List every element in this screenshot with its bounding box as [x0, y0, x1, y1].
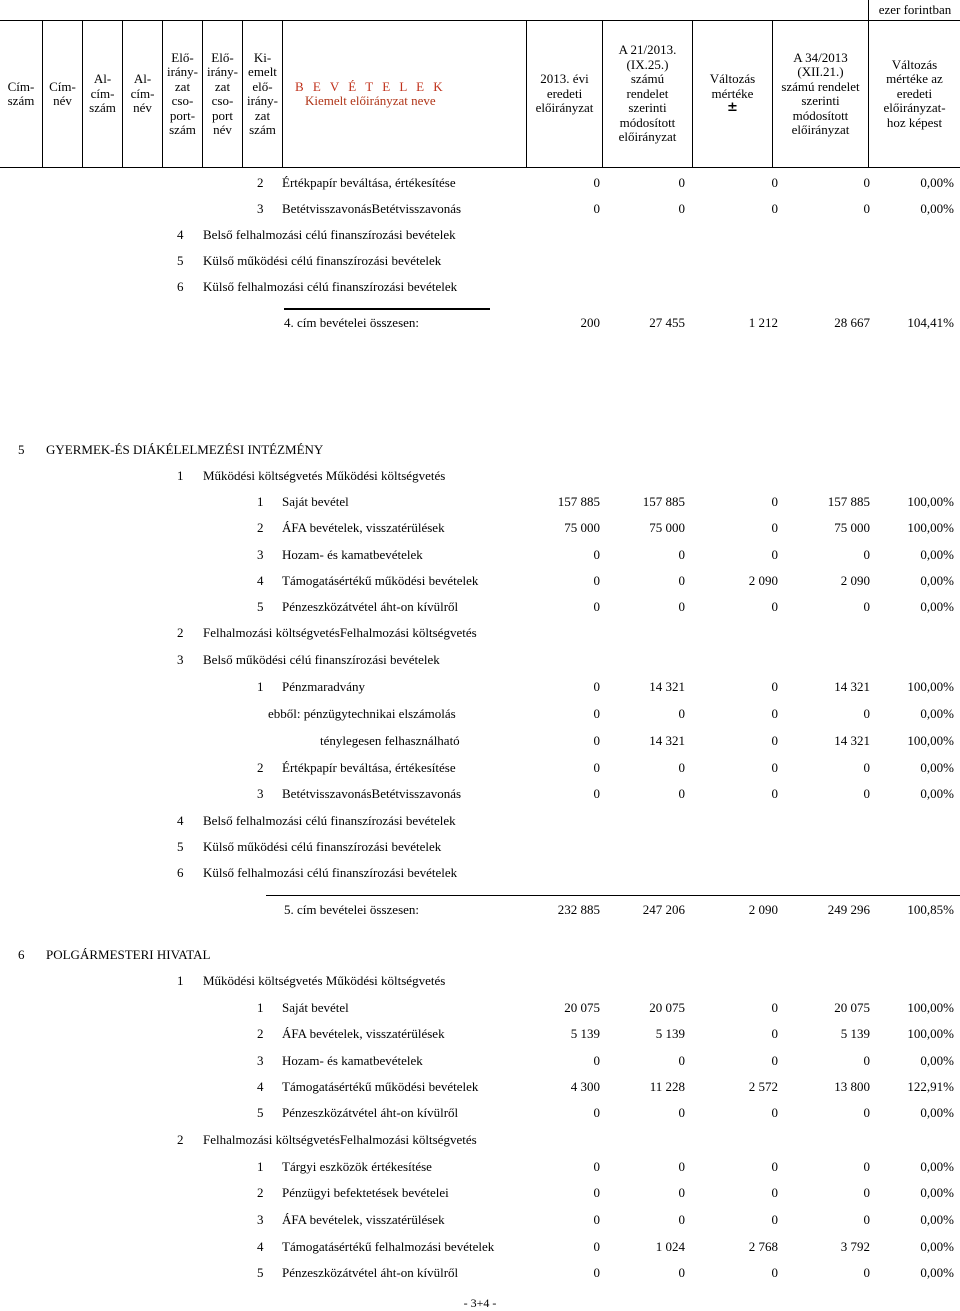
row-label: Felhalmozási költségvetésFelhalmozási költségvetés: [203, 625, 477, 640]
modositott-34-value: 5 139: [840, 1026, 870, 1041]
row-number: 2: [177, 1132, 184, 1147]
eredeti-value: 20 075: [564, 1000, 600, 1015]
valtozas-value: 0: [771, 760, 778, 775]
table-row: [0, 441, 960, 459]
table-row: [0, 1078, 960, 1096]
modositott-34-value: 0: [863, 1053, 870, 1068]
row-number: 5: [257, 1105, 264, 1120]
eredeti-value: 0: [593, 706, 600, 721]
valtozas-value: 2 572: [748, 1079, 778, 1094]
modositott-21-value: 14 321: [649, 679, 685, 694]
row-number: 5: [257, 1265, 264, 1280]
row-label: ÁFA bevételek, visszatérülések: [282, 1026, 445, 1041]
table-row: [0, 1131, 960, 1149]
table-row: [0, 785, 960, 803]
eredeti-value: 0: [593, 1105, 600, 1120]
row-number: 6: [177, 279, 184, 294]
table-row: [0, 572, 960, 590]
row-label: Hozam- és kamatbevételek: [282, 547, 423, 562]
valtozas-value: 0: [771, 1159, 778, 1174]
row-label: Működési költségvetés Működési költségvetés: [203, 973, 446, 988]
unit-label: ezer forintban: [868, 0, 960, 21]
table-row: [0, 901, 960, 919]
row-number: 5: [177, 839, 184, 854]
eredeti-value: 157 885: [557, 494, 600, 509]
valtozas-value: 1 212: [748, 315, 778, 330]
row-label: Működési költségvetés Működési költségvetés: [203, 468, 446, 483]
modositott-34-value: 249 296: [827, 902, 870, 917]
valtozas-szazalek-value: 122,91%: [907, 1079, 954, 1094]
table-row: [0, 1264, 960, 1282]
valtozas-szazalek-value: 100,00%: [907, 520, 954, 535]
modositott-34-value: 0: [863, 1265, 870, 1280]
eredeti-value: 0: [593, 599, 600, 614]
header-kiemelt-szam: Ki- emelt elő- irány- zat szám: [242, 21, 282, 167]
row-number: 3: [257, 1212, 264, 1227]
modositott-34-value: 0: [863, 1185, 870, 1200]
sum-rule: [284, 308, 490, 310]
modositott-21-value: 0: [678, 573, 685, 588]
header-bevetelek: [282, 21, 526, 167]
header-valtozas-szazalek: Változás mértéke az eredeti előirányzat- hoz képest: [868, 21, 960, 167]
row-number: 3: [257, 1053, 264, 1068]
row-label: GYERMEK-ÉS DIÁKÉLELMEZÉSI INTÉZMÉNY: [46, 442, 324, 457]
row-label: ÁFA bevételek, visszatérülések: [282, 520, 445, 535]
row-label: Külső felhalmozási célú finanszírozási bevételek: [203, 279, 458, 294]
modositott-21-value: 0: [678, 1185, 685, 1200]
row-number: 1: [257, 679, 264, 694]
table-row: [0, 493, 960, 511]
row-label: 5. cím bevételei összesen:: [284, 902, 420, 917]
valtozas-value: 0: [771, 1105, 778, 1120]
eredeti-value: 4 300: [570, 1079, 600, 1094]
modositott-21-value: 0: [678, 1265, 685, 1280]
table-header: [0, 20, 960, 168]
header-modositott-34: A 34/2013 (XII.21.) számú rendelet szerinti módosított előirányzat: [772, 21, 868, 167]
valtozas-value: 0: [771, 1265, 778, 1280]
valtozas-szazalek-value: 100,00%: [907, 733, 954, 748]
table-row: [0, 838, 960, 856]
header-alcimszam: Al- cím- szám: [82, 21, 122, 167]
row-label: Értékpapír beváltása, értékesítése: [282, 760, 456, 775]
valtozas-szazalek-value: 0,00%: [920, 760, 954, 775]
row-number: 1: [257, 494, 264, 509]
valtozas-szazalek-value: 0,00%: [920, 1053, 954, 1068]
row-number: 2: [257, 175, 264, 190]
table-row: [0, 519, 960, 537]
table-row: [0, 624, 960, 642]
row-number: 4: [257, 1239, 264, 1254]
valtozas-value: 2 090: [748, 902, 778, 917]
modositott-34-value: 157 885: [827, 494, 870, 509]
table-row: [0, 1184, 960, 1202]
header-eredeti: 2013. évi eredeti előirányzat: [526, 21, 602, 167]
valtozas-szazalek-value: 0,00%: [920, 786, 954, 801]
page-number: - 3+4 -: [463, 1296, 497, 1310]
row-number: 1: [177, 468, 184, 483]
valtozas-value: 0: [771, 679, 778, 694]
eredeti-value: 0: [593, 786, 600, 801]
table-row: [0, 972, 960, 990]
row-number: 3: [257, 786, 264, 801]
modositott-34-value: 0: [863, 760, 870, 775]
table-row: [0, 1158, 960, 1176]
header-modositott-21: A 21/2013. (IX.25.) számú rendelet szerinti módosított előirányzat: [602, 21, 692, 167]
eredeti-value: 5 139: [570, 1026, 600, 1041]
valtozas-value: 0: [771, 1026, 778, 1041]
modositott-34-value: 75 000: [834, 520, 870, 535]
eredeti-value: 0: [593, 1239, 600, 1254]
modositott-34-value: 2 090: [840, 573, 870, 588]
modositott-21-value: 0: [678, 1159, 685, 1174]
valtozas-value: 0: [771, 786, 778, 801]
row-label: Pénzügyi befektetések bevételei: [282, 1185, 449, 1200]
modositott-21-value: 11 228: [649, 1079, 685, 1094]
valtozas-value: 2 090: [748, 573, 778, 588]
row-number: 2: [257, 760, 264, 775]
table-row: [0, 546, 960, 564]
header-csoport-szam: Elő- irány- zat cso- port- szám: [162, 21, 202, 167]
row-number: 2: [177, 625, 184, 640]
sum-rule: [266, 895, 960, 896]
row-label: Saját bevétel: [282, 494, 349, 509]
modositott-21-value: 27 455: [649, 315, 685, 330]
table-row: [0, 812, 960, 830]
row-label: Támogatásértékű működési bevételek: [282, 573, 479, 588]
row-label: Saját bevétel: [282, 1000, 349, 1015]
row-number: 2: [257, 1026, 264, 1041]
row-number: 1: [257, 1159, 264, 1174]
row-label: Értékpapír beváltása, értékesítése: [282, 175, 456, 190]
kiemelt-eloiranyzat-neve: Kiemelt előirányzat neve: [305, 93, 436, 108]
valtozas-value: 0: [771, 1212, 778, 1227]
row-number: 6: [18, 947, 25, 962]
valtozas-szazalek-value: 104,41%: [907, 315, 954, 330]
row-label: Felhalmozási költségvetésFelhalmozási költségvetés: [203, 1132, 477, 1147]
eredeti-value: 0: [593, 1053, 600, 1068]
valtozas-szazalek-value: 0,00%: [920, 1239, 954, 1254]
valtozas-szazalek-value: 100,00%: [907, 679, 954, 694]
eredeti-value: 0: [593, 679, 600, 694]
valtozas-value: 0: [771, 1000, 778, 1015]
row-label: Pénzeszközátvétel áht-on kívülről: [282, 1105, 459, 1120]
row-number: 4: [257, 1079, 264, 1094]
table-row: [0, 732, 960, 750]
valtozas-szazalek-value: 0,00%: [920, 599, 954, 614]
table-row: [0, 1238, 960, 1256]
modositott-21-value: 14 321: [649, 733, 685, 748]
row-label: Belső működési célú finanszírozási bevételek: [203, 652, 440, 667]
modositott-34-value: 0: [863, 1159, 870, 1174]
row-number: 3: [177, 652, 184, 667]
header-cimnev: Cím- név: [42, 21, 82, 167]
row-label: Pénzmaradvány: [282, 679, 366, 694]
modositott-34-value: 0: [863, 201, 870, 216]
table-row: [0, 278, 960, 296]
row-label: Hozam- és kamatbevételek: [282, 1053, 423, 1068]
row-label: Külső felhalmozási célú finanszírozási bevételek: [203, 865, 458, 880]
modositott-34-value: 0: [863, 786, 870, 801]
table-row: [0, 999, 960, 1017]
modositott-21-value: 20 075: [649, 1000, 685, 1015]
row-label: ténylegesen felhasználható: [320, 733, 460, 748]
row-label: Külső működési célú finanszírozási bevételek: [203, 253, 442, 268]
table-row: [0, 1211, 960, 1229]
valtozas-value: 0: [771, 599, 778, 614]
eredeti-value: 232 885: [557, 902, 600, 917]
row-number: 5: [257, 599, 264, 614]
valtozas-value: 2 768: [748, 1239, 778, 1254]
valtozas-szazalek-value: 0,00%: [920, 1105, 954, 1120]
row-label: 4. cím bevételei összesen:: [284, 315, 420, 330]
bevetelek-title: B E V É T E L E K: [295, 78, 446, 94]
eredeti-value: 0: [593, 733, 600, 748]
row-number: 4: [177, 227, 184, 242]
table-row: [0, 467, 960, 485]
eredeti-value: 75 000: [564, 520, 600, 535]
table-row: [0, 759, 960, 777]
valtozas-value: 0: [771, 733, 778, 748]
row-label: Belső felhalmozási célú finanszírozási bevételek: [203, 813, 456, 828]
table-row: [0, 598, 960, 616]
valtozas-szazalek-value: 0,00%: [920, 1265, 954, 1280]
row-label: BetétvisszavonásBetétvisszavonás: [282, 786, 462, 801]
row-label: Tárgyi eszközök értékesítése: [282, 1159, 432, 1174]
valtozas-value: 0: [771, 547, 778, 562]
eredeti-value: 0: [593, 760, 600, 775]
modositott-34-value: 28 667: [834, 315, 870, 330]
valtozas-szazalek-value: 0,00%: [920, 573, 954, 588]
modositott-21-value: 0: [678, 547, 685, 562]
row-number: 4: [257, 573, 264, 588]
valtozas-szazalek-value: 0,00%: [920, 1185, 954, 1200]
valtozas-szazalek-value: 0,00%: [920, 547, 954, 562]
modositott-21-value: 0: [678, 786, 685, 801]
eredeti-value: 0: [593, 175, 600, 190]
valtozas-szazalek-value: 0,00%: [920, 201, 954, 216]
row-label: Külső működési célú finanszírozási bevételek: [203, 839, 442, 854]
modositott-34-value: 0: [863, 1105, 870, 1120]
modositott-21-value: 0: [678, 175, 685, 190]
row-number: 1: [257, 1000, 264, 1015]
row-number: 4: [177, 813, 184, 828]
row-number: 5: [18, 442, 25, 457]
table-row: [0, 1104, 960, 1122]
modositott-21-value: 247 206: [642, 902, 685, 917]
valtozas-szazalek-value: 0,00%: [920, 1212, 954, 1227]
valtozas-szazalek-value: 0,00%: [920, 1159, 954, 1174]
table-row: [0, 1025, 960, 1043]
row-number: 3: [257, 201, 264, 216]
row-number: 2: [257, 1185, 264, 1200]
row-label: Pénzeszközátvétel áht-on kívülről: [282, 1265, 459, 1280]
eredeti-value: 0: [593, 547, 600, 562]
modositott-34-value: 20 075: [834, 1000, 870, 1015]
modositott-34-value: 0: [863, 706, 870, 721]
row-label: POLGÁRMESTERI HIVATAL: [46, 947, 211, 962]
valtozas-value: 0: [771, 494, 778, 509]
table-row: [0, 314, 960, 332]
modositott-21-value: 0: [678, 706, 685, 721]
valtozas-value: 0: [771, 201, 778, 216]
table-row: [0, 946, 960, 964]
valtozas-value: 0: [771, 520, 778, 535]
modositott-21-value: 75 000: [649, 520, 685, 535]
modositott-34-value: 14 321: [834, 679, 870, 694]
valtozas-szazalek-value: 100,00%: [907, 1000, 954, 1015]
valtozas-value: 0: [771, 1053, 778, 1068]
valtozas-szazalek-value: 100,85%: [907, 902, 954, 917]
valtozas-value: 0: [771, 175, 778, 190]
eredeti-value: 0: [593, 1185, 600, 1200]
eredeti-value: 200: [580, 315, 600, 330]
modositott-21-value: 0: [678, 1053, 685, 1068]
modositott-34-value: 3 792: [840, 1239, 870, 1254]
eredeti-value: 0: [593, 1212, 600, 1227]
row-label: Támogatásértékű felhalmozási bevételek: [282, 1239, 495, 1254]
table-row: [0, 1052, 960, 1070]
modositott-21-value: 0: [678, 599, 685, 614]
row-label: BetétvisszavonásBetétvisszavonás: [282, 201, 462, 216]
modositott-34-value: 13 800: [834, 1079, 870, 1094]
table-row: [0, 678, 960, 696]
plusminus-icon: ±: [727, 100, 738, 116]
modositott-34-value: 0: [863, 547, 870, 562]
modositott-34-value: 0: [863, 1212, 870, 1227]
table-row: [0, 174, 960, 192]
row-label: ebből: pénzügytechnikai elszámolás: [268, 706, 456, 721]
row-label: ÁFA bevételek, visszatérülések: [282, 1212, 445, 1227]
header-alcimnev: Al- cím- név: [122, 21, 162, 167]
row-number: 5: [177, 253, 184, 268]
modositott-21-value: 0: [678, 201, 685, 216]
table-row: [0, 200, 960, 218]
row-number: 1: [177, 973, 184, 988]
modositott-34-value: 0: [863, 175, 870, 190]
table-row: [0, 864, 960, 882]
modositott-21-value: 0: [678, 1105, 685, 1120]
row-number: 3: [257, 547, 264, 562]
row-number: 2: [257, 520, 264, 535]
table-row: [0, 705, 960, 723]
table-row: [0, 252, 960, 270]
eredeti-value: 0: [593, 201, 600, 216]
row-number: 6: [177, 865, 184, 880]
row-label: Támogatásértékű működési bevételek: [282, 1079, 479, 1094]
eredeti-value: 0: [593, 573, 600, 588]
table-row: [0, 226, 960, 244]
header-cimszam: Cím- szám: [7, 78, 35, 108]
eredeti-value: 0: [593, 1159, 600, 1174]
row-label: Belső felhalmozási célú finanszírozási bevételek: [203, 227, 456, 242]
valtozas-szazalek-value: 0,00%: [920, 175, 954, 190]
valtozas-szazalek-value: 0,00%: [920, 706, 954, 721]
modositott-21-value: 5 139: [655, 1026, 685, 1041]
modositott-21-value: 0: [678, 1212, 685, 1227]
table-row: [0, 651, 960, 669]
valtozas-szazalek-value: 100,00%: [907, 1026, 954, 1041]
modositott-21-value: 1 024: [655, 1239, 685, 1254]
valtozas-szazalek-value: 100,00%: [907, 494, 954, 509]
row-label: Pénzeszközátvétel áht-on kívülről: [282, 599, 459, 614]
modositott-21-value: 157 885: [642, 494, 685, 509]
header-valtozas: Változás mértéke ±: [692, 21, 772, 167]
header-csoport-nev: Elő- irány- zat cso- port név: [202, 21, 242, 167]
modositott-34-value: 0: [863, 599, 870, 614]
valtozas-value: 0: [771, 706, 778, 721]
modositott-34-value: 14 321: [834, 733, 870, 748]
valtozas-value: 0: [771, 1185, 778, 1200]
eredeti-value: 0: [593, 1265, 600, 1280]
modositott-21-value: 0: [678, 760, 685, 775]
